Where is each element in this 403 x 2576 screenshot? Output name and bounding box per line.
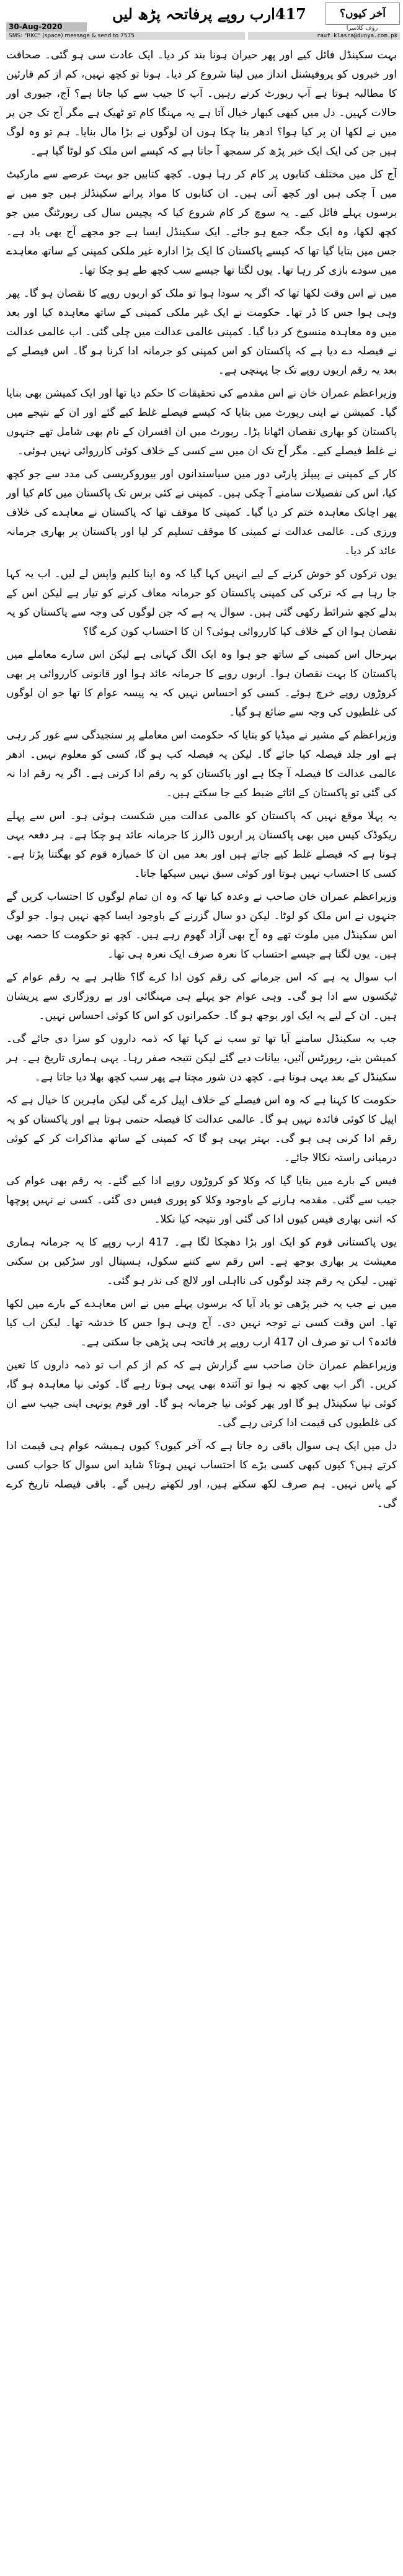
paragraph: یہ پہلا موقع نہیں کہ پاکستان کو عالمی عدالت میں شکست ہوئی ہو۔ اس سے پہلے ریکوڈک کیس میں بھی پاکستان پر اربوں ڈالرز کا جرمانہ عائد ہو چکا ہے۔ ہر دفعہ یہی ہوتا ہے کہ فیصلے غلط کیے جاتے ہیں اور بعد میں ان کا خمیازہ قوم کو بھگتنا پڑتا ہے۔ کسی کا احتساب نہیں ہوتا اور کوئی سبق نہیں سیکھا جاتا۔ xyxy=(6,810,397,880)
sms-info: SMS: "RKC" (space) message & send to 7575 xyxy=(6,32,245,40)
paragraph: دل میں ایک ہی سوال باقی رہ جاتا ہے کہ آخر کیوں؟ کیوں ہمیشہ عوام ہی قیمت ادا کرتے ہیں؟ کیوں کبھی کسی بڑے کا احتساب نہیں ہوتا؟ شاید اس سوال کا جواب کسی کے پاس نہیں۔ ہم صرف لکھ سکتے ہیں، اور لکھتے رہیں گے۔ باقی فیصلہ تاریخ کرے گی۔ xyxy=(6,1440,397,1510)
column-logo xyxy=(326,2,400,25)
author-name: رؤف کلاسرا xyxy=(346,25,378,32)
paragraph: کار کے کمپنی نے پیپلز پارٹی دور میں سیاستدانوں اور بیوروکریسی کی مدد سے جو کچھ کیا، اس کی تفصیلات سامنے آ چکی ہیں۔ کمپنی نے کئی برس تک پاکستان میں کام کیا اور پھر اچانک معاہدہ ختم کر دیا گیا۔ کمپنی کا موقف تھا کہ پاکستان نے معاہدے کی خلاف ورزی کی۔ عالمی عدالت نے کمپنی کا موقف تسلیم کر لیا اور پاکستان پر بھاری جرمانہ عائد کر دیا۔ xyxy=(6,468,397,557)
paragraph: میں نے اس وقت لکھا تھا کہ اگر یہ سودا ہوا تو ملک کو اربوں روپے کا نقصان ہو گا۔ پھر وہی ہوا جس کا ڈر تھا۔ حکومت نے ایک غیر ملکی کمپنی کے ساتھ معاہدہ کیا اور بعد میں وہ معاہدہ منسوخ کر دیا گیا۔ کمپنی عالمی عدالت میں چلی گئی۔ اب عالمی عدالت نے فیصلہ دے دیا ہے کہ پاکستان کو اس کمپنی کو جرمانہ ادا کرنا ہو گا۔ اس فیصلے کے بعد یہ رقم اربوں روپے تک جا پہنچی ہے۔ xyxy=(6,287,397,377)
paragraph: اب سوال یہ ہے کہ اس جرمانے کی رقم کون ادا کرے گا؟ ظاہر ہے یہ رقم عوام کے ٹیکسوں سے ادا ہو گی۔ وہی عوام جو پہلے ہی مہنگائی اور بے روزگاری سے پریشان ہیں۔ ان کے لیے یہ ایک اور بوجھ ہو گا۔ حکمرانوں کو اس کا کوئی احساس نہیں۔ xyxy=(6,971,397,1022)
paragraph: آج کل میں مختلف کتابوں پر کام کر رہا ہوں۔ کچھ کتابیں جو بہت عرصے سے مارکیٹ میں آ چکی ہیں اور کچھ آنی ہیں۔ ان کتابوں کا مواد پرانے سکینڈلز ہیں جو میں نے برسوں پہلے فائل کیے۔ یہ سوچ کر کام شروع کیا کہ پچیس سال کی رپورٹنگ میں جو کچھ لکھا، وہ ایک جگہ جمع ہو جائے۔ ایک سکینڈل ایسا ہے جو مجھے آج بھی یاد ہے۔ جس میں بتایا گیا تھا کہ کیسے پاکستان کا ایک بڑا ادارہ غیر ملکی کمپنی کے ساتھ معاہدے میں سودے بازی کر رہا تھا۔ یوں لگتا تھا جیسے سب کچھ طے ہو چکا تھا۔ xyxy=(6,168,397,277)
author-email: rauf.klasra@dunya.com.pk xyxy=(248,32,400,40)
paragraph: بہت سکینڈل فائل کیے اور پھر حیران ہونا بند کر دیا۔ ایک عادت سی ہو گئی۔ صحافت اور خبروں کو پروفیشنل انداز میں لینا شروع کر دیا۔ ہونا تو کچھ نہیں، کم از کم قارئین کا مطالبہ ہوتا ہے آپ رپورٹ کرتے رہیں۔ آپ کا جیب سے کیا جاتا ہے؟ آج، جیوری اور حالات کہیں۔ دل میں کبھی کبھار خیال آتا ہے یہ مہنگا کام تو ٹھیک ہے مگر آج تک جن پر میں نے لکھا ان پر کیا ہوا؟ ادھر بتا چکا ہوں ان لوگوں نے بڑا مال بنایا۔ ہم تو وہ لوگ ہیں جن کی ایک ایک خبر پڑھ کر سمجھ آ جاتا ہے کہ کیسے اس ملک کو لوٹا گیا ہے۔ xyxy=(6,49,397,158)
paragraph: فیس کے بارے میں بتایا گیا کہ وکلا کو کروڑوں روپے ادا کیے گئے۔ یہ رقم بھی عوام کی جیب سے گئی۔ مقدمہ ہارنے کے باوجود وکلا کو پوری فیس دی گئی۔ کسی نے نہیں پوچھا کہ اتنی بھاری فیس کیوں ادا کی گئی اور نتیجہ کیا نکلا۔ xyxy=(6,1175,397,1226)
column-name: آخر کیوں؟ xyxy=(339,7,386,20)
column-header xyxy=(0,0,403,42)
paragraph: یوں پاکستانی قوم کو ایک اور بڑا دھچکا لگا ہے۔ 417 ارب روپے کا یہ جرمانہ ہماری معیشت پر بھاری بوجھ ہے۔ اس رقم سے کتنے سکول، ہسپتال اور سڑکیں بن سکتی تھیں۔ لیکن یہ رقم چند لوگوں کی نااہلی اور لالچ کی نذر ہو گئی۔ xyxy=(6,1236,397,1287)
article-body xyxy=(6,46,397,2572)
paragraph: میں نے جب یہ خبر پڑھی تو یاد آیا کہ برسوں پہلے میں نے اس معاہدے کے بارے میں لکھا تھا۔ اس وقت کسی نے توجہ نہیں دی۔ آج وہی ہوا جس کا خدشہ تھا۔ لیکن اب کیا فائدہ؟ اب تو صرف ان 417 ارب روپے پر فاتحہ ہی پڑھی جا سکتی ہے۔ xyxy=(6,1298,397,1349)
paragraph: وزیراعظم عمران خان صاحب سے گزارش ہے کہ کم از کم اب تو ذمہ داروں کا تعین کریں۔ اگر اب بھی کچھ نہ ہوا تو آئندہ بھی یہی ہوتا رہے گا۔ کوئی نیا معاہدہ ہو گا، کوئی نیا سکینڈل ہو گا اور پھر کوئی نیا جرمانہ ہو گا۔ اور قوم یونہی اپنی جیب سے ان کی غلطیوں کی قیمت ادا کرتی رہے گی۔ xyxy=(6,1359,397,1429)
paragraph: وزیراعظم عمران خان صاحب نے وعدہ کیا تھا کہ وہ ان تمام لوگوں کا احتساب کریں گے جنہوں نے اس ملک کو لوٹا۔ لیکن دو سال گزرنے کے باوجود ایسا کچھ نہیں ہوا۔ جو لوگ اس سکینڈل میں ملوث تھے وہ آج بھی آزاد گھوم رہے ہیں۔ کچھ تو حکومت کا حصہ بھی ہیں۔ یوں لگتا ہے جیسے احتساب کا نعرہ صرف ایک نعرہ ہی تھا۔ xyxy=(6,891,397,961)
publish-date: 30-Aug-2020 xyxy=(6,22,87,32)
paragraph: بہرحال اس کمپنی کے ساتھ جو ہوا وہ ایک الگ کہانی ہے لیکن اس سارے معاملے میں پاکستان کا بہت نقصان ہوا۔ اربوں روپے کا جرمانہ عائد ہوا اور قانونی کارروائی پر بھی کروڑوں روپے خرچ ہوئے۔ کسی کو احساس نہیں کہ یہ پیسہ عوام کا تھا جو ان لوگوں کی غلطیوں کی وجہ سے ضائع ہو گیا۔ xyxy=(6,648,397,719)
paragraph: وزیراعظم کے مشیر نے میڈیا کو بتایا کہ حکومت اس معاملے پر سنجیدگی سے غور کر رہی ہے اور جلد فیصلہ کیا جائے گا۔ لیکن یہ فیصلہ کب ہو گا، کسی کو معلوم نہیں۔ ادھر عالمی عدالت کا فیصلہ آ چکا ہے اور پاکستان کو یہ رقم ادا کرنی ہے۔ اگر یہ رقم ادا نہ کی گئی تو پاکستان کے اثاثے ضبط کیے جا سکتے ہیں۔ xyxy=(6,729,397,799)
paragraph: وزیراعظم عمران خان نے اس مقدمے کی تحقیقات کا حکم دیا تھا اور ایک کمیشن بھی بنایا گیا۔ کمیشن نے اپنی رپورٹ میں بتایا کہ کیسے فیصلے غلط کیے گئے اور ان کے نتیجے میں پاکستان کو بھاری نقصان اٹھانا پڑا۔ رپورٹ میں ان افسران کے نام بھی شامل تھے جنہوں نے غلط فیصلے کیے۔ مگر آج تک ان میں سے کسی کے خلاف کوئی کارروائی نہیں ہوئی۔ xyxy=(6,387,397,457)
paragraph: یوں ترکوں کو خوش کرنے کے لیے انہیں کہا گیا کہ وہ اپنا کلیم واپس لے لیں۔ اب یہ کہا جا رہا ہے کہ ترکی کی کمپنی پاکستان کو جرمانہ معاف کرنے کو تیار ہے لیکن اس کے بدلے کچھ شرائط رکھی گئی ہیں۔ سوال یہ ہے کہ جن لوگوں کی وجہ سے پاکستان کو یہ نقصان ہوا ان کے خلاف کیا کارروائی ہوئی؟ ان کا احتساب کون کرے گا؟ xyxy=(6,568,397,638)
headline: 417ارب روپے پرفاتحہ پڑھ لیں xyxy=(112,5,306,23)
paragraph: حکومت کا کہنا ہے کہ وہ اس فیصلے کے خلاف اپیل کرے گی لیکن ماہرین کا خیال ہے کہ اپیل کا کوئی فائدہ نہیں ہو گا۔ عالمی عدالت کا فیصلہ حتمی ہوتا ہے اور پاکستان کو یہ رقم ادا کرنی ہی ہو گی۔ بہتر یہی ہو گا کہ کمپنی کے ساتھ مذاکرات کر کے کوئی درمیانی راستہ نکالا جائے۔ xyxy=(6,1094,397,1164)
paragraph: جب یہ سکینڈل سامنے آیا تھا تو سب نے کہا تھا کہ ذمہ داروں کو سزا دی جائے گی۔ کمیشن بنے، رپورٹس آئیں، بیانات دیے گئے لیکن نتیجہ صفر رہا۔ یہی ہماری تاریخ ہے۔ ہر سکینڈل کے بعد یہی ہوتا ہے۔ کچھ دن شور مچتا ہے پھر سب کچھ بھلا دیا جاتا ہے۔ xyxy=(6,1033,397,1084)
